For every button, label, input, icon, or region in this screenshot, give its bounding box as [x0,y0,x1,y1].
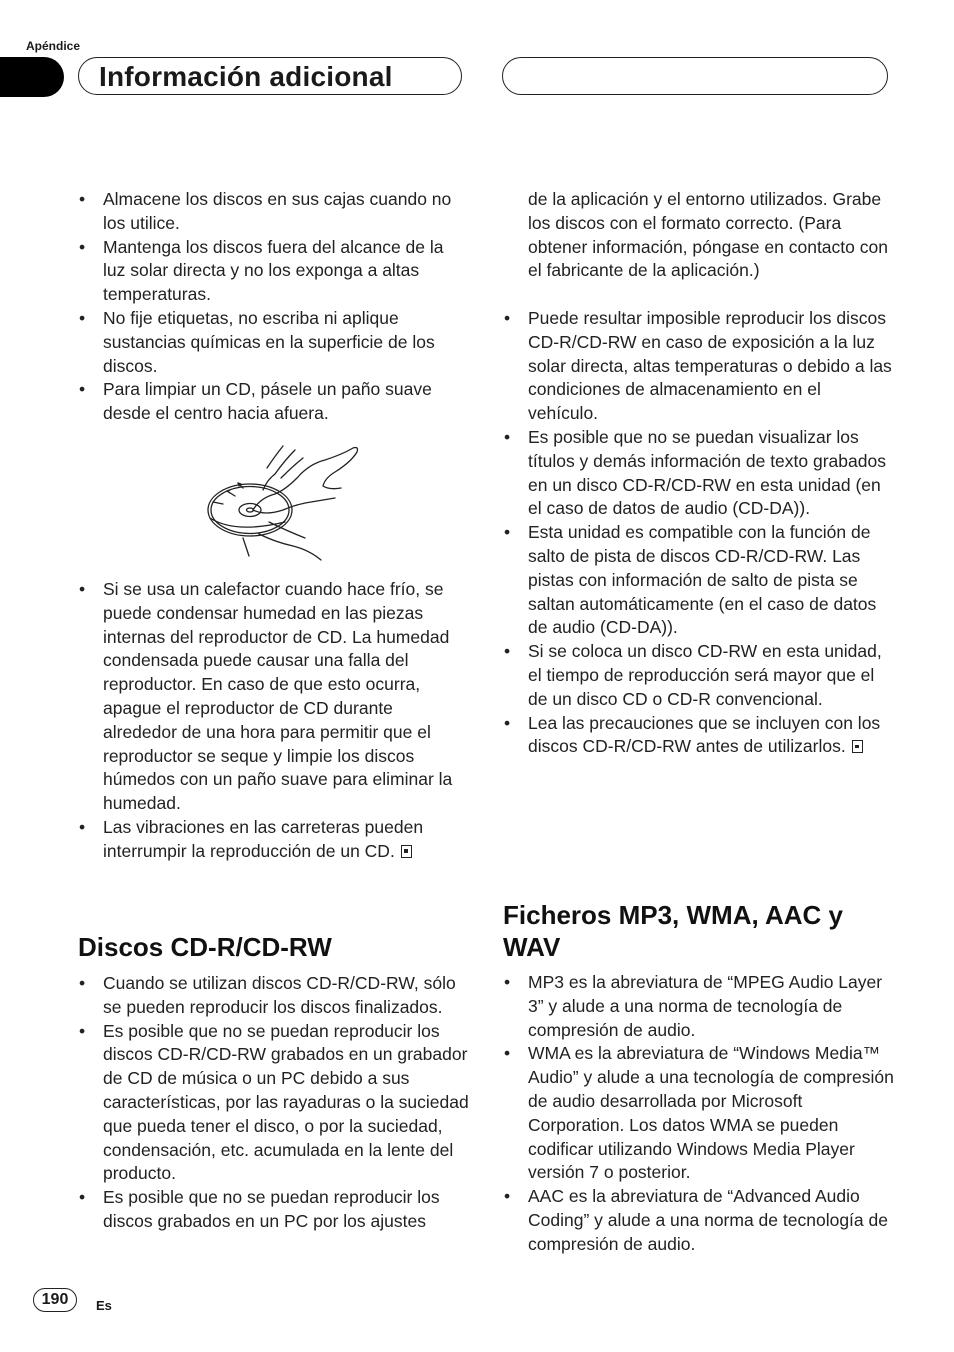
arrow-head-1 [227,490,230,493]
list-item: • Si se coloca un disco CD-RW en esta unidad, el tiempo de reproducción será mayor que el de un disco CD o CD-R convencional. [503,640,895,711]
hand-lower-line [259,534,321,560]
cloth-outline-top [253,448,358,511]
left-cdr-bullets [78,972,470,1234]
list-item: • Mantenga los discos fuera del alcance de la luz solar directa y no los exponga a altas temperaturas. [78,236,470,307]
left-mid-bullets [78,578,470,864]
cloth-outline-bottom [253,498,335,513]
language-code: Es [96,1298,112,1313]
left-top-list-block [78,188,470,426]
arrow-line-3 [213,502,223,504]
right-continuation-block [503,188,895,283]
mp3-heading: Ficheros MP3, WMA, AAC y WAV [503,900,843,962]
end-mark-icon [401,845,412,858]
finger-line-2 [275,450,295,474]
list-item: • Es posible que no se puedan visualizar los títulos y demás información de texto grabados en un disco CD-R/CD-RW en esta unidad (en el caso de datos de audio (CD-DA)). [503,426,895,521]
right-cdr-list-block [503,307,895,759]
end-mark-icon [852,740,863,753]
right-mp3-list-block [503,971,895,1257]
section-label: Apéndice [26,39,81,53]
list-item: • Almacene los discos en sus cajas cuando no los utilice. [78,188,470,236]
hand-thumb-line [243,538,249,556]
list-item-text: Las vibraciones en las carreteras pueden interrumpir la reproducción de un CD. [103,816,424,861]
continuation-paragraph: de la aplicación y el entorno utilizados. Grabe los discos con el formato correcto. (Para obtener información, póngase en contacto con el fabricante de la aplicación.) [528,189,888,281]
left-cdr-list-block [78,972,470,1234]
right-cdr-bullets [503,307,895,759]
page-title: Información adicional [99,61,393,92]
right-mp3-bullets [503,971,895,1257]
list-item: • Puede resultar imposible reproducir los discos CD-R/CD-RW en caso de exposición a la luz solar directa, altas temperaturas o debido a las condiciones de almacenamiento en el vehículo. [503,307,895,426]
finger-line-1 [267,446,283,468]
cdr-heading-block [78,931,470,963]
cd-cleaning-illustration [205,438,365,566]
page-number: 190 [33,1288,77,1312]
list-item: • AAC es la abreviatura de “Advanced Audio Coding” y alude a una norma de tecnología de compresión de audio. [503,1185,895,1256]
list-item: • Cuando se utilizan discos CD-R/CD-RW, sólo se pueden reproducir los discos finalizados. [78,972,470,1020]
empty-title-frame [502,57,888,95]
list-item: • Para limpiar un CD, pásele un paño suave desde el centro hacia afuera. [78,378,470,426]
cd-hub-ring [239,504,261,517]
list-item [503,712,895,760]
list-item-text: Lea las precauciones que se incluyen con los discos CD-R/CD-RW antes de utilizarlos. [528,712,881,757]
section-tab [0,57,64,97]
page-title-frame [78,57,462,95]
list-item: • WMA es la abreviatura de “Windows Media™ Audio” y alude a una tecnología de compresión de audio desarrollada por Microsoft Corporation. Los datos WMA se pueden codificar utilizando Windows Media Player versión 7 o posterior. [503,1042,895,1185]
cdr-heading: Discos CD-R/CD-RW [78,932,332,962]
cloth-fold-line [269,522,305,538]
mp3-heading-block [503,899,883,963]
list-item: • Si se usa un calefactor cuando hace frío, se puede condensar humedad en las piezas internas del reproductor de CD. La humedad condensada puede causar una falla del reproductor. En caso de que esto ocurra, apague el reproductor de CD durante alrededor de una hora para permitir que el reproductor se seque y limpie los discos húmedos con un paño suave para eliminar la humedad. [78,578,470,816]
list-item: • MP3 es la abreviatura de “MPEG Audio Layer 3” y alude a una norma de tecnología de compresión de audio. [503,971,895,1042]
list-item: • Es posible que no se puedan reproducir los discos CD-R/CD-RW grabados en un grabador de CD de música o un PC debido a sus características, por las rayaduras o la suciedad que pueda tener el disco, o por la suciedad, condensación, etc. acumulada en la lente del producto. [78,1020,470,1187]
left-top-bullets [78,188,470,426]
left-mid-list-block [78,578,470,864]
list-item [78,816,470,864]
list-item: • Es posible que no se puedan reproducir los discos grabados en un PC por los ajustes [78,1186,470,1234]
list-item: • No fije etiquetas, no escriba ni aplique sustancias químicas en la superficie de los discos. [78,307,470,378]
list-item: • Esta unidad es compatible con la función de salto de pista de discos CD-R/CD-RW. Las pistas con información de salto de pista se saltan automáticamente (en el caso de datos de audio (CD-DA)). [503,521,895,640]
